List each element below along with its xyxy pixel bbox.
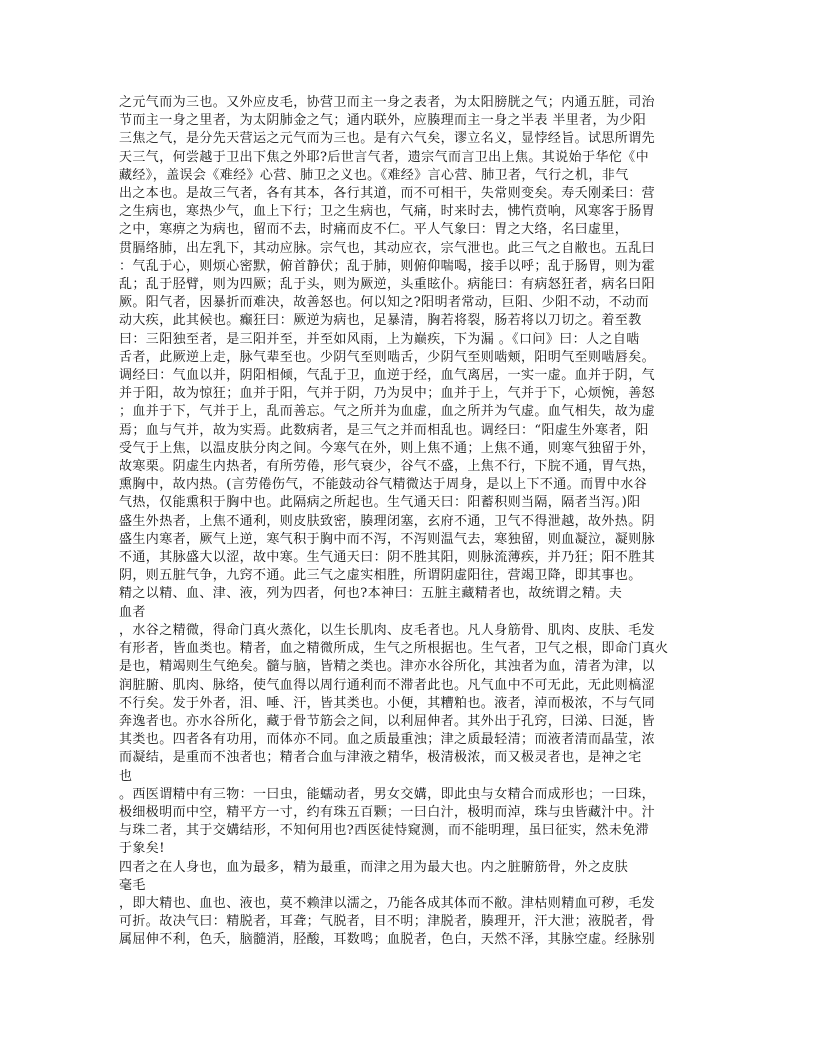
text-line: 藏经》，盖误会《难经》心营、肺卫之义也。《难经》言心营、肺卫者，气行之机，非气 (119, 167, 629, 183)
text-line: 贯膈络肺，出左乳下，其动应脉。宗气也，其动应衣，宗气泄也。此三气之自敝也。五乱曰 (119, 240, 656, 256)
text-line: 之中，寒痹之为病也，留而不去，时痛而皮不仁。平人气象曰：胃之大络，名曰虚里， (119, 222, 629, 238)
text-line: 有形者，皆血类也。精者，血之精微所成，生气之所根据也。生气者，卫气之根，即命门真火 (119, 641, 669, 657)
text-line: 毫毛 (119, 877, 146, 893)
text-line: 也 (119, 768, 133, 784)
text-line: 血者 (119, 604, 146, 620)
text-line: 不通，其脉盛大以涩，故中寒。生气通天曰：阴不胜其阳，则脉流薄疾，并乃狂；阳不胜其 (119, 550, 656, 566)
text-line: ，水谷之精微，得命门真火蒸化，以生长肌肉、皮毛者也。凡人身筋骨、肌肉、皮肤、毛发 (119, 622, 656, 638)
text-line: 精之以精、血、津、液，列为四者，何也?本神曰：五脏主藏精者也，故统谓之精。夫 (119, 586, 623, 602)
text-line: 与珠二者，其于交媾结形，不知何用也?西医徒恃窥测，而不能明理，虽曰征实，然未免滞 (119, 823, 649, 839)
text-line: 四者之在人身也，血为最多，精为最重，而津之用为最大也。内之脏腑筋骨，外之皮肤 (119, 859, 629, 875)
text-line: 是也，精竭则生气绝矣。髓与脑，皆精之类也。津亦水谷所化，其浊者为血，清者为津，以 (119, 659, 656, 675)
text-line: 属屈伸不利，色夭，脑髓消，胫酸，耳数鸣；血脱者，色白，天然不泽，其脉空虚。经脉别 (119, 932, 656, 948)
text-line: 而凝结，是重而不浊者也；精者合血与津液之精华，极清极浓，而又极灵者也，是神之宅 (119, 750, 642, 766)
text-line: 盛生内寒者，厥气上逆，寒气积于胸中而不泻，不泻则温气去，寒独留，则血凝泣，凝则脉 (119, 531, 656, 547)
text-line: 曰：三阳独至者，是三阳并至，并至如风雨，上为巅疾，下为漏 。《口问》曰：人之自啮 (119, 331, 640, 347)
text-line: 不行矣。发于外者，泪、唾、汗，皆其类也。小便，其糟粕也。液者，淖而极浓，不与气同 (119, 695, 656, 711)
text-line: 乱；乱于胫臂，则为四厥；乱于头，则为厥逆，头重眩仆。病能曰：有病怒狂者，病名曰阳 (119, 277, 656, 293)
text-line: 焉；血与气并，故为实焉。此数病者，是三气之并而相乱也。调经曰：“阳虚生外寒者，阳 (119, 422, 649, 438)
text-line: 并于阳，故为惊狂；血并于阳，气并于阴，乃为炅中；血并于上，气并于下，心烦惋，善怒 (119, 386, 656, 402)
text-line: 于象矣! (119, 841, 165, 857)
text-line: 三焦之气，是分先天营运之元气而为三也。是有六气矣，谬立名义，显悖经旨。试思所谓先 (119, 131, 656, 147)
text-line: 受气于上焦，以温皮肤分肉之间。今寒气在外，则上焦不通；上焦不通，则寒气独留于外， (119, 440, 656, 456)
text-line: 盛生外热者，上焦不通利，则皮肤致密，腠理闭塞，玄府不通，卫气不得泄越，故外热。阴 (119, 513, 656, 529)
text-line: ，即大精也、血也、液也，莫不赖津以濡之，乃能各成其体而不敝。津枯则精血可秽，毛发 (119, 895, 656, 911)
text-line: 。西医谓精中有三物：一曰虫，能蠕动者，男女交媾，即此虫与女精合而成形也；一曰珠， (119, 786, 656, 802)
text-line: 其类也。四者各有功用，而体亦不同。血之质最重浊；津之质最轻清；而液者清而晶莹，浓 (119, 732, 656, 748)
text-line: 调经曰：气血以并，阴阳相倾，气乱于卫，血逆于经，血气离居，一实一虚。血并于阴，气 (119, 368, 656, 384)
text-line: 故寒栗。阴虚生内热者，有所劳倦，形气衰少，谷气不盛，上焦不行，下脘不通，胃气热， (119, 459, 656, 475)
text-line: 出之本也。是故三气者，各有其本，各行其道，而不可相干，失常则变矣。寿夭刚柔曰：营 (119, 186, 656, 202)
text-line: 气热，仅能熏积于胸中也。此隔病之所起也。生气通天曰：阳蓄积则当隔，隔者当泻。)阳 (119, 495, 641, 511)
text-line: 舌者，此厥逆上走，脉气辈至也。少阴气至则啮舌，少阴气至则啮颊，阳明气至则啮唇矣。 (119, 349, 656, 365)
text-line: 润脏腑、肌肉、脉络，使气血得以周行通利而不滞者此也。凡气血中不可无此，无此则槁涩 (119, 677, 656, 693)
text-line: 厥。阳气者，因暴折而难决，故善怒也。何以知之?阳明者常动，巨阳、少阳不动，不动而 (119, 295, 649, 311)
text-line: 可折。故决气曰：精脱者，耳聋；气脱者，目不明；津脱者，腠理开，汗大泄；液脱者，骨 (119, 914, 656, 930)
text-line: ：气乱于心，则烦心密默，俯首静伏；乱于肺，则俯仰喘喝，接手以呼；乱于肠胃，则为霍 (119, 258, 656, 274)
text-line: ；血并于下，气并于上，乱而善忘。气之所并为血虚，血之所并为气虚。血气相失，故为虚 (119, 404, 656, 420)
text-line: 之生病也，寒热少气，血上下行；卫之生病也，气痛，时来时去，怫忾贲响，风寒客于肠胃 (119, 204, 656, 220)
text-line: 极细极明而中空，精平方一寸，约有珠五百颗；一曰白汁，极明而淖，珠与虫皆藏汁中。汁 (119, 804, 656, 820)
text-line: 天三气，何尝越于卫出下焦之外耶?后世言气者，遗宗气而言卫出上焦。其说始于华佗《中 (119, 149, 649, 165)
text-line: 奔逸者也。亦水谷所化，藏于骨节筋会之间，以利屈伸者。其外出于孔窍，曰涕、曰涎，皆 (119, 713, 656, 729)
text-line: 阴，则五脏气争，九窍不通。此三气之虚实相胜，所谓阴虚阳往，营竭卫降，即其事也。 (119, 568, 642, 584)
text-line: 节而主一身之里者，为太阴肺金之气；通内联外，应腠理而主一身之半表 半里者，为少阳 (119, 113, 647, 129)
text-line: 动大疾，此其候也。癫狂曰：厥逆为病也，足暴清，胸若将裂，肠若将以刀切之。着至教 (119, 313, 642, 329)
text-line: 熏胸中，故内热。(言劳倦伤气，不能鼓动谷气精微达于周身，是以上下不通。而胃中水谷 (119, 477, 648, 493)
text-line: 之元气而为三也。又外应皮毛，协营卫而主一身之表者，为太阳膀胱之气；内通五脏，司治 (119, 95, 656, 110)
document-body-text (119, 94, 699, 950)
